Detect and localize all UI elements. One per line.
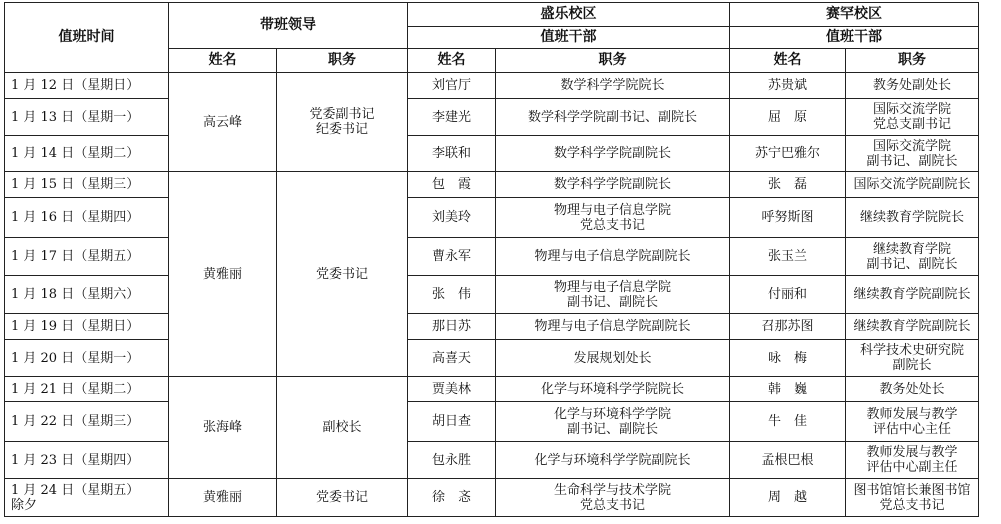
table-row bbox=[5, 99, 979, 136]
header-saihan-position: 职务 bbox=[846, 49, 979, 73]
shengle-position: 化学与环境科学学院院长 bbox=[496, 377, 730, 402]
shengle-name: 贾美林 bbox=[408, 377, 496, 402]
leader-name: 黄雅丽 bbox=[169, 172, 277, 377]
shengle-name: 张 伟 bbox=[408, 276, 496, 314]
table-row bbox=[5, 172, 979, 198]
saihan-name: 韩 巍 bbox=[730, 377, 846, 402]
header-duty-time: 值班时间 bbox=[5, 3, 169, 73]
saihan-position: 继续教育学院副院长 bbox=[846, 276, 979, 314]
shengle-position: 物理与电子信息学院副院长 bbox=[496, 314, 730, 340]
duty-date: 1 月 20 日（星期一） bbox=[5, 340, 169, 377]
duty-date: 1 月 22 日（星期三） bbox=[5, 402, 169, 442]
saihan-position: 图书馆馆长兼图书馆 党总支书记 bbox=[846, 479, 979, 517]
saihan-name: 咏 梅 bbox=[730, 340, 846, 377]
shengle-name: 那日苏 bbox=[408, 314, 496, 340]
header-campus-saihan: 赛罕校区 bbox=[730, 3, 979, 27]
saihan-name: 张玉兰 bbox=[730, 238, 846, 276]
leader-position: 副校长 bbox=[277, 377, 408, 479]
saihan-name: 苏宁巴雅尔 bbox=[730, 136, 846, 172]
shengle-name: 徐 忞 bbox=[408, 479, 496, 517]
shengle-position: 数学科学学院副院长 bbox=[496, 172, 730, 198]
shengle-name: 胡日查 bbox=[408, 402, 496, 442]
table-row bbox=[5, 402, 979, 442]
saihan-name: 孟根巴根 bbox=[730, 442, 846, 479]
duty-date: 1 月 19 日（星期日） bbox=[5, 314, 169, 340]
leader-position: 党委书记 bbox=[277, 172, 408, 377]
table-row bbox=[5, 198, 979, 238]
duty-date: 1 月 24 日（星期五） 除夕 bbox=[5, 479, 169, 517]
duty-schedule-table bbox=[4, 2, 979, 517]
saihan-position: 教务处处长 bbox=[846, 377, 979, 402]
duty-date: 1 月 23 日（星期四） bbox=[5, 442, 169, 479]
saihan-name: 屈 原 bbox=[730, 99, 846, 136]
duty-date: 1 月 12 日（星期日） bbox=[5, 73, 169, 99]
shengle-name: 高喜天 bbox=[408, 340, 496, 377]
header-shengle-position: 职务 bbox=[496, 49, 730, 73]
shengle-name: 刘美玲 bbox=[408, 198, 496, 238]
duty-date: 1 月 15 日（星期三） bbox=[5, 172, 169, 198]
leader-position: 党委书记 bbox=[277, 479, 408, 517]
saihan-name: 苏贵斌 bbox=[730, 73, 846, 99]
duty-date: 1 月 14 日（星期二） bbox=[5, 136, 169, 172]
header-saihan-name: 姓名 bbox=[730, 49, 846, 73]
table-row bbox=[5, 442, 979, 479]
leader-name: 高云峰 bbox=[169, 73, 277, 172]
shengle-name: 包永胜 bbox=[408, 442, 496, 479]
table-row bbox=[5, 238, 979, 276]
saihan-position: 继续教育学院 副书记、副院长 bbox=[846, 238, 979, 276]
shengle-position: 物理与电子信息学院副院长 bbox=[496, 238, 730, 276]
header-leader-name: 姓名 bbox=[169, 49, 277, 73]
shengle-position: 物理与电子信息学院 副书记、副院长 bbox=[496, 276, 730, 314]
saihan-position: 国际交流学院 党总支副书记 bbox=[846, 99, 979, 136]
saihan-position: 教师发展与教学 评估中心主任 bbox=[846, 402, 979, 442]
shengle-name: 包 霞 bbox=[408, 172, 496, 198]
saihan-name: 付丽和 bbox=[730, 276, 846, 314]
shengle-name: 李联和 bbox=[408, 136, 496, 172]
shengle-position: 数学科学学院副院长 bbox=[496, 136, 730, 172]
saihan-name: 召那苏图 bbox=[730, 314, 846, 340]
leader-position: 党委副书记 纪委书记 bbox=[277, 73, 408, 172]
shengle-position: 化学与环境科学学院副院长 bbox=[496, 442, 730, 479]
duty-date: 1 月 17 日（星期五） bbox=[5, 238, 169, 276]
table-row bbox=[5, 73, 979, 99]
header-leader-group: 带班领导 bbox=[169, 3, 408, 49]
header-shengle-name: 姓名 bbox=[408, 49, 496, 73]
duty-date: 1 月 16 日（星期四） bbox=[5, 198, 169, 238]
saihan-name: 张 磊 bbox=[730, 172, 846, 198]
header-campus-shengle: 盛乐校区 bbox=[408, 3, 730, 27]
shengle-position: 物理与电子信息学院 党总支书记 bbox=[496, 198, 730, 238]
saihan-name: 周 越 bbox=[730, 479, 846, 517]
saihan-position: 继续教育学院副院长 bbox=[846, 314, 979, 340]
table-row bbox=[5, 314, 979, 340]
leader-name: 张海峰 bbox=[169, 377, 277, 479]
header-saihan-duty-cadre: 值班干部 bbox=[730, 27, 979, 49]
table-row bbox=[5, 136, 979, 172]
saihan-position: 继续教育学院院长 bbox=[846, 198, 979, 238]
saihan-position: 教师发展与教学 评估中心副主任 bbox=[846, 442, 979, 479]
shengle-position: 化学与环境科学学院 副书记、副院长 bbox=[496, 402, 730, 442]
saihan-name: 牛 佳 bbox=[730, 402, 846, 442]
shengle-position: 数学科学学院副书记、副院长 bbox=[496, 99, 730, 136]
duty-date: 1 月 13 日（星期一） bbox=[5, 99, 169, 136]
table-row bbox=[5, 377, 979, 402]
duty-date: 1 月 18 日（星期六） bbox=[5, 276, 169, 314]
header-shengle-duty-cadre: 值班干部 bbox=[408, 27, 730, 49]
leader-name: 黄雅丽 bbox=[169, 479, 277, 517]
table-row bbox=[5, 479, 979, 517]
shengle-name: 李建光 bbox=[408, 99, 496, 136]
saihan-position: 教务处副处长 bbox=[846, 73, 979, 99]
saihan-position: 国际交流学院副院长 bbox=[846, 172, 979, 198]
saihan-position: 国际交流学院 副书记、副院长 bbox=[846, 136, 979, 172]
shengle-name: 刘官厅 bbox=[408, 73, 496, 99]
shengle-position: 生命科学与技术学院 党总支书记 bbox=[496, 479, 730, 517]
shengle-name: 曹永军 bbox=[408, 238, 496, 276]
shengle-position: 发展规划处长 bbox=[496, 340, 730, 377]
duty-date: 1 月 21 日（星期二） bbox=[5, 377, 169, 402]
shengle-position: 数学科学学院院长 bbox=[496, 73, 730, 99]
saihan-position: 科学技术史研究院 副院长 bbox=[846, 340, 979, 377]
table-row bbox=[5, 276, 979, 314]
header-leader-position: 职务 bbox=[277, 49, 408, 73]
saihan-name: 呼努斯图 bbox=[730, 198, 846, 238]
table-row bbox=[5, 340, 979, 377]
